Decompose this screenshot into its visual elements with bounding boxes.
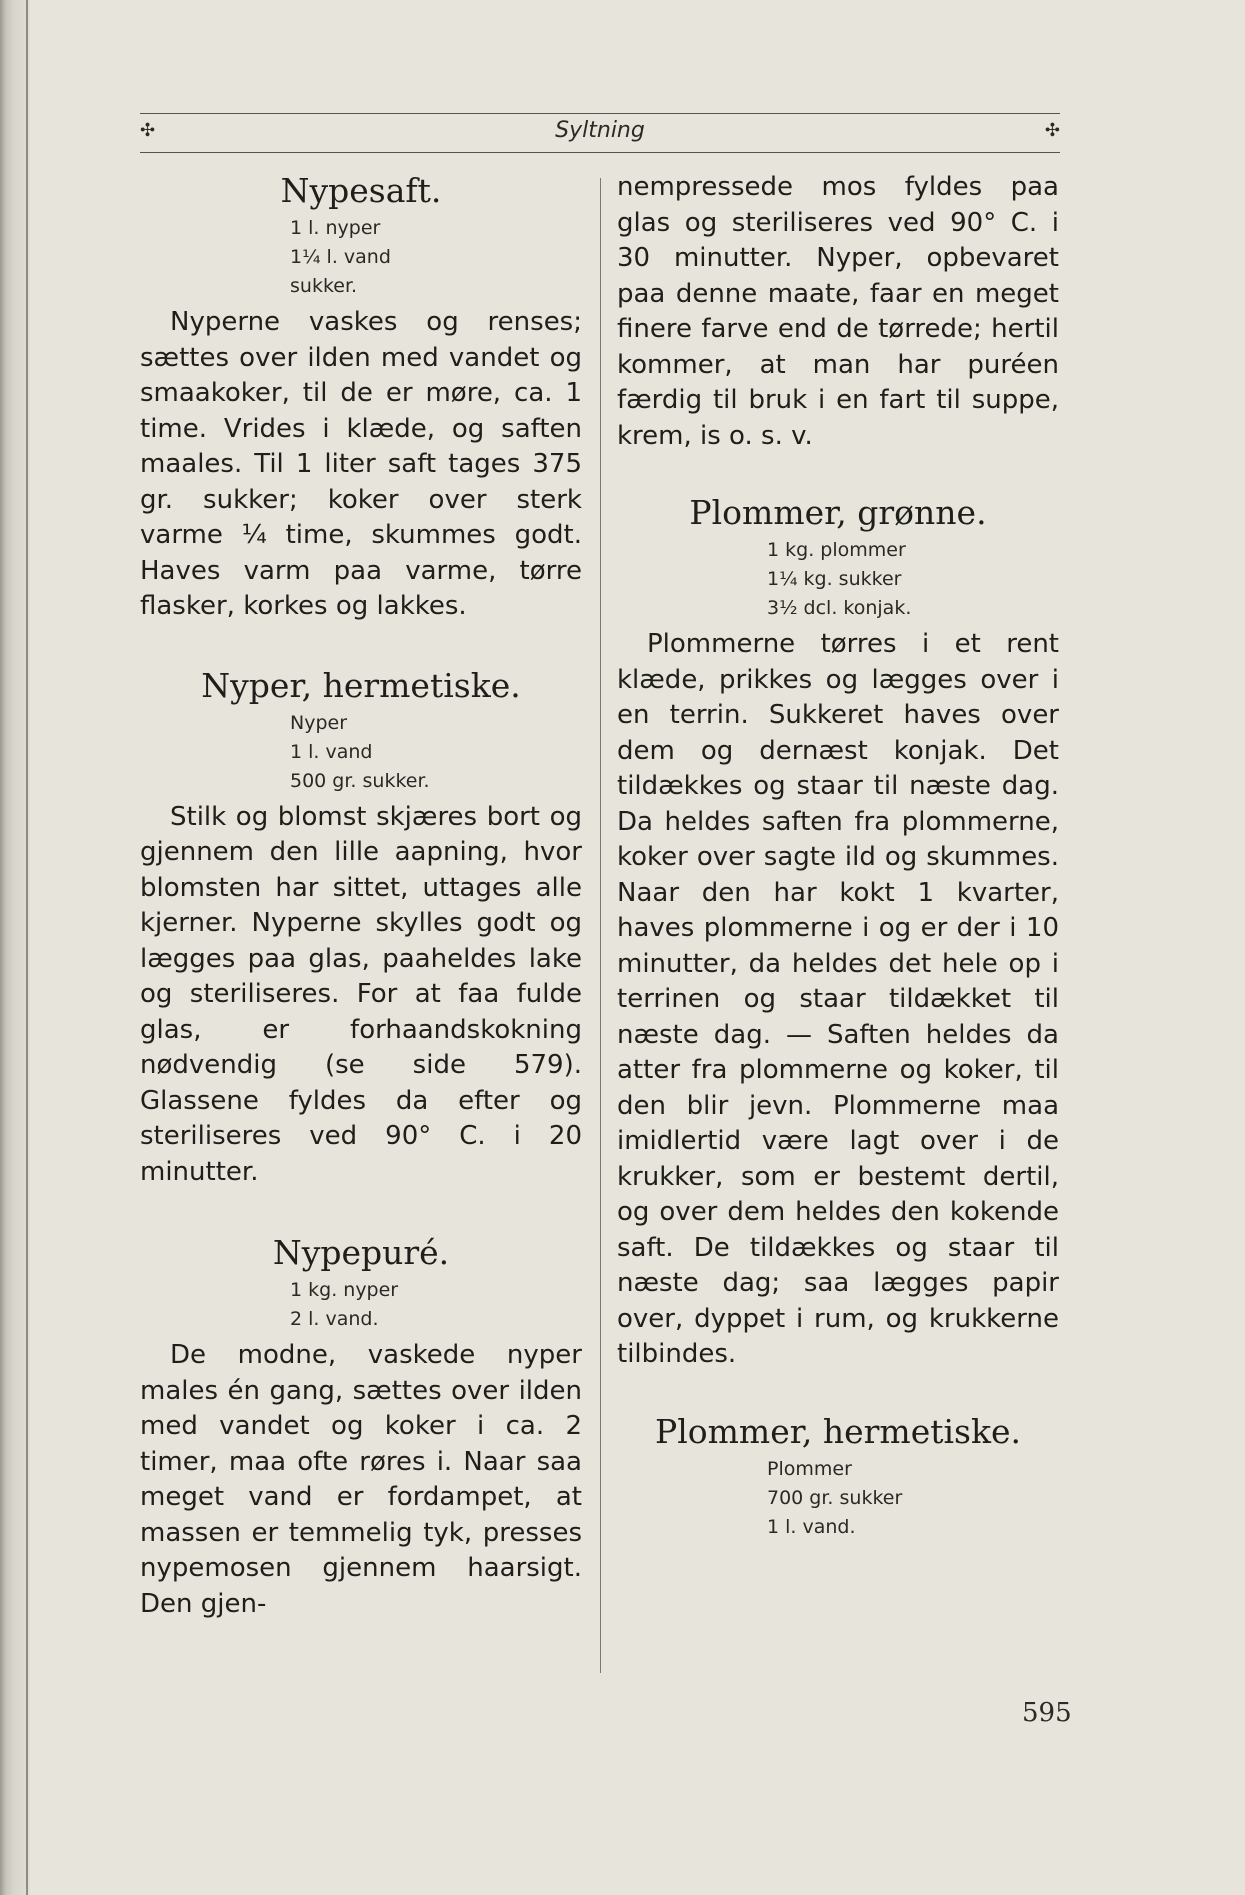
- ingredient-line: 500 gr. sukker.: [290, 769, 430, 792]
- ingredient-line: 2 l. vand.: [290, 1308, 379, 1330]
- recipe-text-nypepure: De modne, vaskede nyper males én gang, sættes over ilden med vandet og koker i ca. 2 timer, maa ofte røres i. Naar saa meget vand er fordampet, at massen er temmelig tyk, presses nypemosen gjennem haarsigt. Den gjen-: [140, 1340, 582, 1619]
- recipe-text-nypepure-continued: nempressede mos fyldes paa glas og steriliseres ved 90° C. i 30 minutter. Nyper, opbevaret paa denne maate, faar en meget finere farve end de tørrede; hertil kommer, at man har puréen færdig til bruk i en fart til suppe, krem, is o. s. v.: [617, 172, 1059, 451]
- recipe-title-plommer-gronne: Plommer, grønne.: [689, 493, 987, 532]
- column-divider: [600, 178, 601, 1673]
- ingredient-list-nypepure: [290, 1276, 582, 1334]
- ingredient-line: 1¼ l. vand: [290, 246, 391, 268]
- ingredient-line: Nyper: [290, 711, 348, 734]
- page-number: 595: [1022, 1698, 1072, 1728]
- ingredient-line: Plommer: [767, 1457, 852, 1480]
- running-header: [140, 113, 1060, 153]
- ingredient-line: 1 l. vand.: [767, 1515, 856, 1538]
- ingredient-list-plommer-hermetiske: [767, 1455, 1059, 1542]
- ornament-right-icon: ✣: [1044, 120, 1060, 141]
- ornament-left-icon: ✣: [140, 120, 156, 141]
- recipe-text-plommer-gronne: Plommerne tørres i et rent klæde, prikkes og lægges over i en terrin. Sukkeret haves over dem og dernæst konjak. Det tildækkes og staar til næste dag. Da heldes saften fra plommerne, koker over sagte ild og skummes. Naar den har kokt 1 kvarter, haves plommerne i og er der i 10 minutter, da heldes det hele op i terrinen og staar tildækket til næste dag. — Saften heldes da atter fra plommerne og koker, til den blir jevn. Plommerne maa imidlertid være lagt over i de krukker, som er bestemt dertil, og over dem heldes den kokende saft. De tildækkes og staar til næste dag; saa lægges papir over, dyppet i rum, og krukkerne tilbindes.: [617, 629, 1059, 1369]
- ingredient-line: sukker.: [290, 275, 358, 297]
- ingredient-list-nypesaft: [290, 214, 582, 301]
- ingredient-line: 1 l. vand: [290, 740, 373, 763]
- binding-edge: [26, 0, 28, 1895]
- recipe-text-nyper-hermetiske: Stilk og blomst skjæres bort og gjennem den lille aapning, hvor blomsten har sittet, uttages alle kjerner. Nyperne skylles godt og lægges paa glas, paaheldes lake og steriliseres. For at faa fulde glas, er forhaandskokning nødvendig (se side 579). Glassene fyldes da efter og steriliseres ved 90° C. i 20 minutter.: [140, 801, 582, 1187]
- recipe-title-nypepure: Nypepuré.: [272, 1233, 450, 1272]
- ingredient-line: 700 gr. sukker: [767, 1486, 903, 1509]
- running-header-title: Syltning: [555, 118, 645, 143]
- recipe-title-nypesaft: Nypesaft.: [280, 171, 442, 210]
- left-column: [140, 170, 582, 1622]
- ingredient-list-nyper-hermetiske: [290, 709, 582, 796]
- ingredient-line: 3½ dcl. konjak.: [767, 597, 912, 619]
- ingredient-line: 1 kg. plommer: [767, 539, 906, 561]
- recipe-title-plommer-hermetiske: Plommer, hermetiske.: [654, 1411, 1021, 1451]
- ingredient-line: 1¼ kg. sukker: [767, 568, 902, 590]
- recipe-title-nyper-hermetiske: Nyper, hermetiske.: [201, 665, 521, 705]
- recipe-text-nypesaft: Nyperne vaskes og renses; sættes over ilden med vandet og smaakoker, til de er møre, ca. 1 time. Vrides i klæde, og saften maales. Til 1 liter saft tages 375 gr. sukker; koker over sterk varme ¼ time, skummes godt. Haves varm paa varme, tørre flasker, korkes og lakkes.: [140, 307, 582, 621]
- right-column: [617, 170, 1059, 1542]
- ingredient-list-plommer-gronne: [767, 536, 1059, 623]
- ingredient-line: 1 l. nyper: [290, 217, 381, 239]
- ingredient-line: 1 kg. nyper: [290, 1279, 399, 1301]
